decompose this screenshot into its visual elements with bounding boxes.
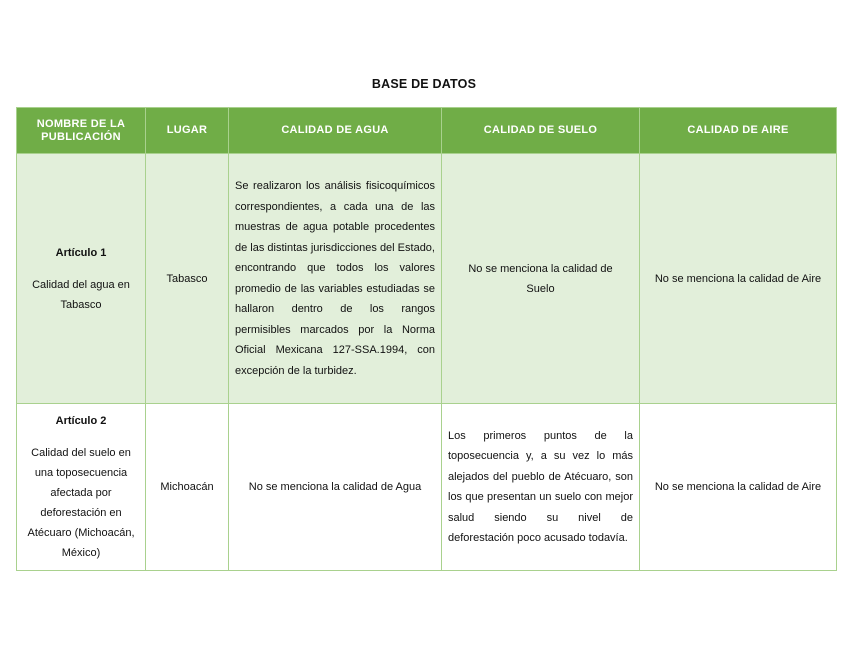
publication-name: Calidad del agua en Tabasco — [32, 278, 130, 311]
cell-publication — [17, 404, 146, 571]
cell-publication — [17, 154, 146, 404]
cell-air-quality: No se menciona la calidad de Aire — [640, 404, 837, 571]
article-title: Artículo 2 — [55, 415, 107, 427]
publication-name: Calidad del suelo en una toposecuencia afectada por deforestación en Atécuaro (Michoacán, México) — [27, 447, 135, 559]
header-soil-quality: CALIDAD DE SUELO — [442, 108, 640, 154]
header-air-quality: CALIDAD DE AIRE — [640, 108, 837, 154]
cell-place: Tabasco — [146, 154, 229, 404]
cell-water-quality: No se menciona la calidad de Agua — [229, 404, 442, 571]
table-header-row — [17, 108, 837, 154]
table-row — [17, 154, 837, 404]
cell-air-quality: No se menciona la calidad de Aire — [640, 154, 837, 404]
cell-soil-quality: No se menciona la calidad de Suelo — [442, 154, 640, 404]
cell-place: Michoacán — [146, 404, 229, 571]
database-table — [16, 107, 837, 571]
cell-soil-quality: Los primeros puntos de la toposecuencia y, a su vez lo más alejados del pueblo de Atécuaro, son los que presentan un suelo con mejor salud siendo su nivel de deforestación poco acusado todavía. — [442, 404, 640, 571]
article-title: Artículo 1 — [55, 246, 107, 259]
header-water-quality: CALIDAD DE AGUA — [229, 108, 442, 154]
table-row — [17, 404, 837, 571]
document-title: BASE DE DATOS — [371, 77, 477, 91]
cell-water-quality: Se realizaron los análisis fisicoquímicos correspondientes, a cada una de las muestras de agua potable procedentes de las distintas jurisdicciones del Estado, encontrando que todos los valores promedio de las variables estudiadas se hallaron dentro de los rangos permisibles marcados por la Norma Oficial Mexicana 127-SSA.1994, con excepción de la turbidez. — [229, 154, 442, 404]
header-publication-name: NOMBRE DE LA PUBLICACIÓN — [17, 108, 146, 154]
header-place: LUGAR — [146, 108, 229, 154]
